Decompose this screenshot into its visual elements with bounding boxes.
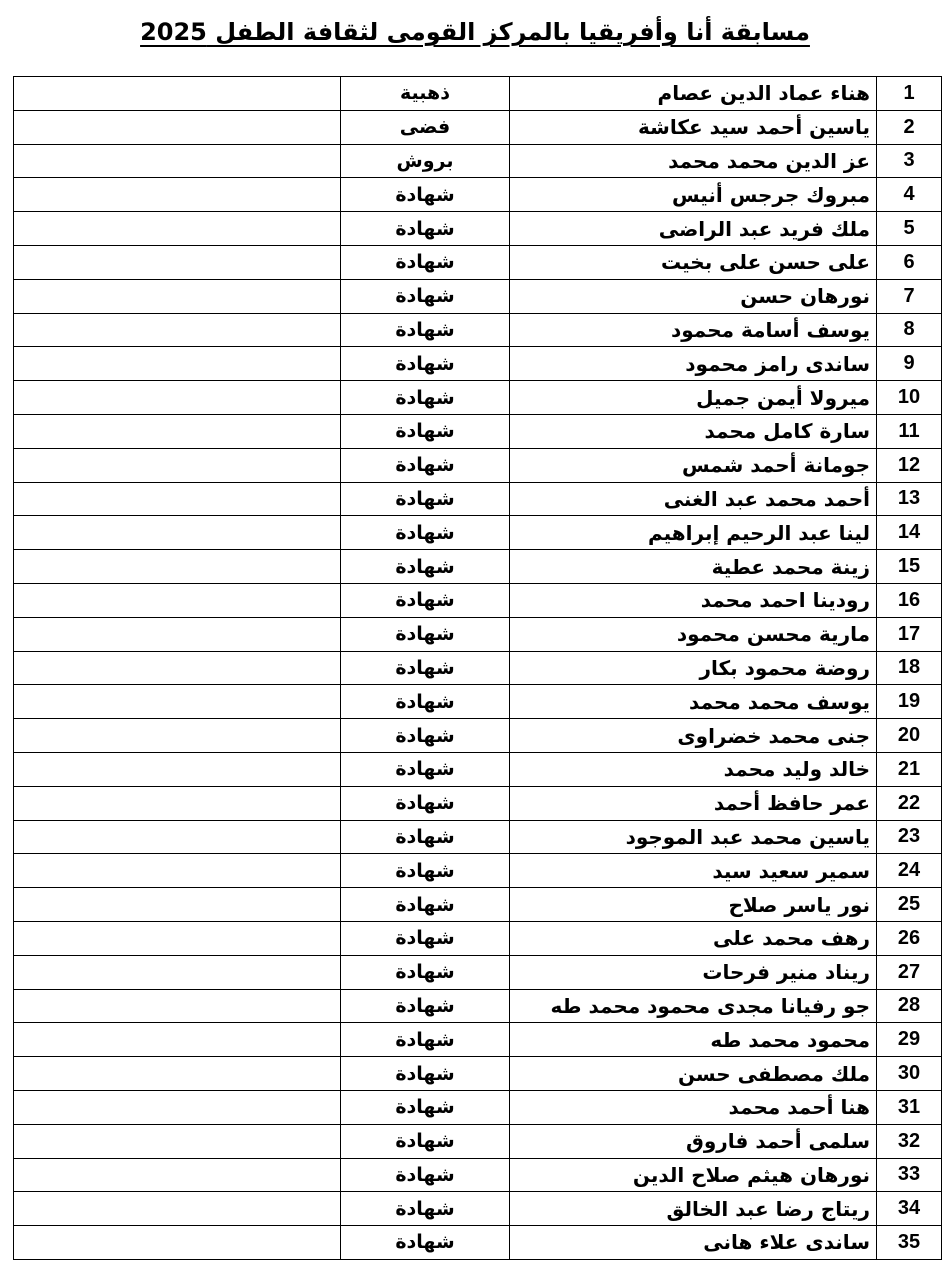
row-number: 25 bbox=[877, 888, 942, 922]
table-row bbox=[14, 279, 942, 313]
row-number: 32 bbox=[877, 1124, 942, 1158]
participant-name: أحمد محمد عبد الغنى bbox=[510, 482, 877, 516]
award-cell: بروش bbox=[341, 144, 510, 178]
row-number: 17 bbox=[877, 617, 942, 651]
award-cell: شهادة bbox=[341, 719, 510, 753]
table-row bbox=[14, 1057, 942, 1091]
row-number: 33 bbox=[877, 1158, 942, 1192]
row-number: 28 bbox=[877, 989, 942, 1023]
row-number: 34 bbox=[877, 1192, 942, 1226]
row-number: 24 bbox=[877, 854, 942, 888]
participant-name: سلمى أحمد فاروق bbox=[510, 1124, 877, 1158]
award-cell: شهادة bbox=[341, 685, 510, 719]
table-row bbox=[14, 820, 942, 854]
award-cell: شهادة bbox=[341, 1090, 510, 1124]
row-number: 5 bbox=[877, 212, 942, 246]
participant-name: رهف محمد على bbox=[510, 921, 877, 955]
empty-cell bbox=[14, 550, 341, 584]
award-cell: شهادة bbox=[341, 1124, 510, 1158]
table-row bbox=[14, 347, 942, 381]
award-cell: شهادة bbox=[341, 1023, 510, 1057]
table-row bbox=[14, 110, 942, 144]
row-number: 23 bbox=[877, 820, 942, 854]
row-number: 7 bbox=[877, 279, 942, 313]
empty-cell bbox=[14, 245, 341, 279]
empty-cell bbox=[14, 110, 341, 144]
table-row bbox=[14, 1192, 942, 1226]
row-number: 27 bbox=[877, 955, 942, 989]
empty-cell bbox=[14, 583, 341, 617]
participant-name: سمير سعيد سيد bbox=[510, 854, 877, 888]
empty-cell bbox=[14, 212, 341, 246]
row-number: 8 bbox=[877, 313, 942, 347]
empty-cell bbox=[14, 854, 341, 888]
table-row bbox=[14, 955, 942, 989]
empty-cell bbox=[14, 989, 341, 1023]
table-row bbox=[14, 1226, 942, 1260]
empty-cell bbox=[14, 1192, 341, 1226]
empty-cell bbox=[14, 955, 341, 989]
results-table bbox=[13, 76, 942, 1260]
participant-name: نورهان حسن bbox=[510, 279, 877, 313]
table-row bbox=[14, 482, 942, 516]
table-row bbox=[14, 414, 942, 448]
row-number: 12 bbox=[877, 448, 942, 482]
empty-cell bbox=[14, 77, 341, 111]
empty-cell bbox=[14, 448, 341, 482]
participant-name: يوسف محمد محمد bbox=[510, 685, 877, 719]
participant-name: ملك مصطفى حسن bbox=[510, 1057, 877, 1091]
empty-cell bbox=[14, 1124, 341, 1158]
award-cell: شهادة bbox=[341, 1192, 510, 1226]
row-number: 3 bbox=[877, 144, 942, 178]
title-text: مسابقة أنا وأفريقيا بالمركز القومى لثقافة الطفل 2025 bbox=[140, 18, 810, 46]
row-number: 18 bbox=[877, 651, 942, 685]
table-row bbox=[14, 752, 942, 786]
empty-cell bbox=[14, 347, 341, 381]
award-cell: شهادة bbox=[341, 888, 510, 922]
award-cell: شهادة bbox=[341, 347, 510, 381]
table-row bbox=[14, 178, 942, 212]
table-row bbox=[14, 888, 942, 922]
table-row bbox=[14, 245, 942, 279]
award-cell: شهادة bbox=[341, 854, 510, 888]
empty-cell bbox=[14, 516, 341, 550]
empty-cell bbox=[14, 381, 341, 415]
table-row bbox=[14, 651, 942, 685]
award-cell: شهادة bbox=[341, 1057, 510, 1091]
award-cell: شهادة bbox=[341, 178, 510, 212]
row-number: 2 bbox=[877, 110, 942, 144]
award-cell: شهادة bbox=[341, 414, 510, 448]
row-number: 6 bbox=[877, 245, 942, 279]
table-row bbox=[14, 1158, 942, 1192]
empty-cell bbox=[14, 921, 341, 955]
table-row bbox=[14, 212, 942, 246]
participant-name: هناء عماد الدين عصام bbox=[510, 77, 877, 111]
row-number: 11 bbox=[877, 414, 942, 448]
empty-cell bbox=[14, 719, 341, 753]
row-number: 20 bbox=[877, 719, 942, 753]
row-number: 30 bbox=[877, 1057, 942, 1091]
participant-name: روضة محمود بكار bbox=[510, 651, 877, 685]
empty-cell bbox=[14, 279, 341, 313]
award-cell: شهادة bbox=[341, 617, 510, 651]
table-row bbox=[14, 854, 942, 888]
table-row bbox=[14, 313, 942, 347]
participant-name: مارية محسن محمود bbox=[510, 617, 877, 651]
row-number: 16 bbox=[877, 583, 942, 617]
participant-name: ريناد منير فرحات bbox=[510, 955, 877, 989]
table-row bbox=[14, 617, 942, 651]
row-number: 13 bbox=[877, 482, 942, 516]
empty-cell bbox=[14, 820, 341, 854]
participant-name: عمر حافظ أحمد bbox=[510, 786, 877, 820]
participant-name: ساندى رامز محمود bbox=[510, 347, 877, 381]
empty-cell bbox=[14, 786, 341, 820]
award-cell: شهادة bbox=[341, 583, 510, 617]
award-cell: شهادة bbox=[341, 1158, 510, 1192]
participant-name: رودينا احمد محمد bbox=[510, 583, 877, 617]
participant-name: محمود محمد طه bbox=[510, 1023, 877, 1057]
table-row bbox=[14, 921, 942, 955]
table-row bbox=[14, 1023, 942, 1057]
empty-cell bbox=[14, 313, 341, 347]
empty-cell bbox=[14, 888, 341, 922]
award-cell: شهادة bbox=[341, 550, 510, 584]
row-number: 9 bbox=[877, 347, 942, 381]
participant-name: نور ياسر صلاح bbox=[510, 888, 877, 922]
empty-cell bbox=[14, 752, 341, 786]
award-cell: شهادة bbox=[341, 381, 510, 415]
award-cell: شهادة bbox=[341, 279, 510, 313]
row-number: 29 bbox=[877, 1023, 942, 1057]
participant-name: سارة كامل محمد bbox=[510, 414, 877, 448]
participant-name: مبروك جرجس أنيس bbox=[510, 178, 877, 212]
row-number: 10 bbox=[877, 381, 942, 415]
empty-cell bbox=[14, 685, 341, 719]
participant-name: ياسين أحمد سيد عكاشة bbox=[510, 110, 877, 144]
row-number: 22 bbox=[877, 786, 942, 820]
table-row bbox=[14, 786, 942, 820]
row-number: 21 bbox=[877, 752, 942, 786]
empty-cell bbox=[14, 178, 341, 212]
award-cell: شهادة bbox=[341, 752, 510, 786]
award-cell: فضى bbox=[341, 110, 510, 144]
participant-name: ميرولا أيمن جميل bbox=[510, 381, 877, 415]
table-row bbox=[14, 583, 942, 617]
table-row bbox=[14, 1124, 942, 1158]
row-number: 14 bbox=[877, 516, 942, 550]
award-cell: شهادة bbox=[341, 313, 510, 347]
table-row bbox=[14, 77, 942, 111]
participant-name: ساندى علاء هانى bbox=[510, 1226, 877, 1260]
participant-name: خالد وليد محمد bbox=[510, 752, 877, 786]
participant-name: ملك فريد عبد الراضى bbox=[510, 212, 877, 246]
row-number: 1 bbox=[877, 77, 942, 111]
table-row bbox=[14, 1090, 942, 1124]
table-row bbox=[14, 719, 942, 753]
empty-cell bbox=[14, 144, 341, 178]
participant-name: جومانة أحمد شمس bbox=[510, 448, 877, 482]
table-row bbox=[14, 989, 942, 1023]
empty-cell bbox=[14, 1057, 341, 1091]
award-cell: شهادة bbox=[341, 786, 510, 820]
award-cell: شهادة bbox=[341, 820, 510, 854]
participant-name: نورهان هيثم صلاح الدين bbox=[510, 1158, 877, 1192]
empty-cell bbox=[14, 1090, 341, 1124]
row-number: 26 bbox=[877, 921, 942, 955]
award-cell: شهادة bbox=[341, 245, 510, 279]
award-cell: شهادة bbox=[341, 651, 510, 685]
table-row bbox=[14, 685, 942, 719]
participant-name: على حسن على بخيت bbox=[510, 245, 877, 279]
empty-cell bbox=[14, 414, 341, 448]
row-number: 35 bbox=[877, 1226, 942, 1260]
award-cell: شهادة bbox=[341, 482, 510, 516]
table-row bbox=[14, 381, 942, 415]
award-cell: ذهبية bbox=[341, 77, 510, 111]
table-row bbox=[14, 550, 942, 584]
table-row bbox=[14, 144, 942, 178]
empty-cell bbox=[14, 482, 341, 516]
table-row bbox=[14, 516, 942, 550]
empty-cell bbox=[14, 617, 341, 651]
participant-name: هنا أحمد محمد bbox=[510, 1090, 877, 1124]
empty-cell bbox=[14, 1158, 341, 1192]
table-row bbox=[14, 448, 942, 482]
participant-name: ياسين محمد عبد الموجود bbox=[510, 820, 877, 854]
award-cell: شهادة bbox=[341, 955, 510, 989]
award-cell: شهادة bbox=[341, 921, 510, 955]
participant-name: جنى محمد خضراوى bbox=[510, 719, 877, 753]
award-cell: شهادة bbox=[341, 516, 510, 550]
participant-name: ريتاج رضا عبد الخالق bbox=[510, 1192, 877, 1226]
row-number: 15 bbox=[877, 550, 942, 584]
award-cell: شهادة bbox=[341, 1226, 510, 1260]
empty-cell bbox=[14, 1226, 341, 1260]
award-cell: شهادة bbox=[341, 212, 510, 246]
empty-cell bbox=[14, 651, 341, 685]
participant-name: عز الدين محمد محمد bbox=[510, 144, 877, 178]
award-cell: شهادة bbox=[341, 448, 510, 482]
empty-cell bbox=[14, 1023, 341, 1057]
participant-name: زينة محمد عطية bbox=[510, 550, 877, 584]
participant-name: لينا عبد الرحيم إبراهيم bbox=[510, 516, 877, 550]
participant-name: جو رفيانا مجدى محمود محمد طه bbox=[510, 989, 877, 1023]
participant-name: يوسف أسامة محمود bbox=[510, 313, 877, 347]
row-number: 19 bbox=[877, 685, 942, 719]
page-title bbox=[0, 18, 950, 46]
row-number: 4 bbox=[877, 178, 942, 212]
results-table-body bbox=[14, 77, 942, 1260]
row-number: 31 bbox=[877, 1090, 942, 1124]
award-cell: شهادة bbox=[341, 989, 510, 1023]
